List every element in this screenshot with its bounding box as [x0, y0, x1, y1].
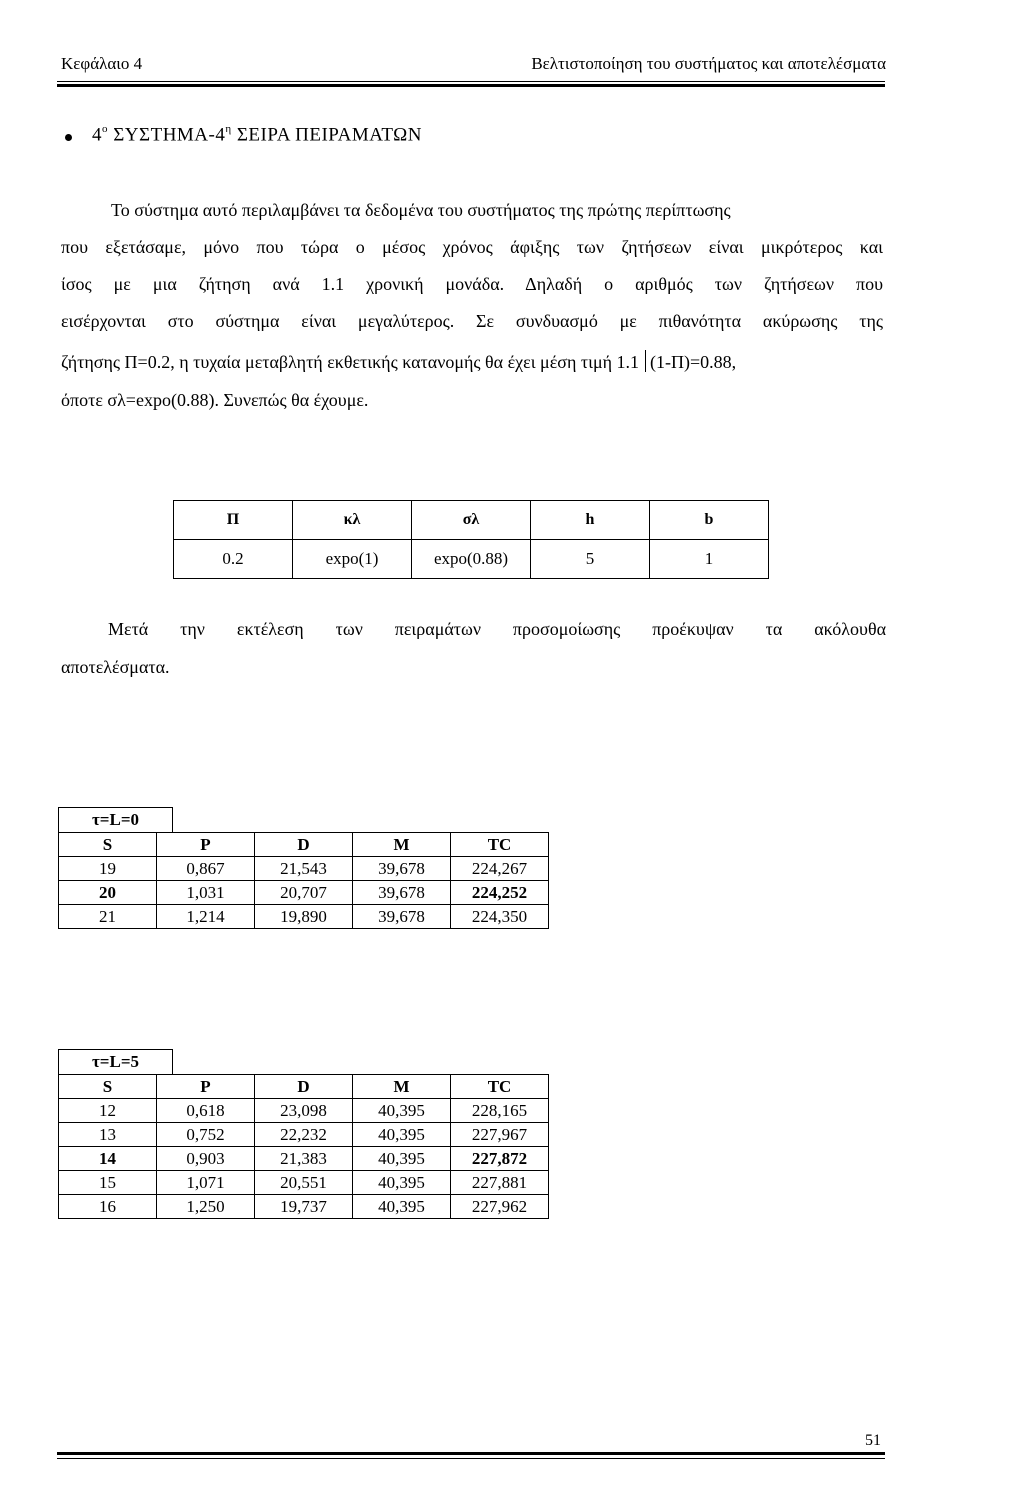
- paragraph-line: που εξετάσαμε, μόνο που τώρα ο μέσος χρόνος άφιξης των ζητήσεων είναι μικρότερος και: [61, 237, 883, 257]
- chapter-label: Κεφάλαιο 4: [61, 54, 143, 73]
- table-cell: 0.2: [174, 540, 293, 579]
- table-header-cell: M: [353, 1075, 451, 1099]
- table-cell: 224,267: [451, 857, 549, 881]
- table-row: [59, 1195, 549, 1219]
- table-header-cell: TC: [451, 1075, 549, 1099]
- table-row: [59, 905, 549, 929]
- bullet-icon: [65, 134, 72, 141]
- paragraph-line: εισέρχονται στο σύστημα είναι μεγαλύτερος. Σε συνδυασμό με πιθανότητα ακύρωσης της: [61, 311, 883, 331]
- table-cell: 21,383: [255, 1147, 353, 1171]
- footer-rule-thick: [57, 1452, 885, 1455]
- ordinal-superscript-2: η: [225, 123, 232, 135]
- table-cell: 40,395: [353, 1123, 451, 1147]
- table-header-row: [174, 501, 769, 540]
- table-caption: τ=L=0: [58, 807, 173, 832]
- table-cell: 16: [59, 1195, 157, 1219]
- header-rule-thick: [57, 84, 885, 87]
- table-header-cell: h: [531, 501, 650, 540]
- table-cell: 1,250: [157, 1195, 255, 1219]
- results-intro-line: αποτελέσματα.: [61, 657, 170, 677]
- table-header-row: [59, 833, 549, 857]
- parameter-table: [173, 500, 769, 579]
- table-cell: 0,752: [157, 1123, 255, 1147]
- table-header-cell: P: [157, 833, 255, 857]
- table-cell: 20,551: [255, 1171, 353, 1195]
- paragraph-line: ίσος με μια ζήτηση ανά 1.1 χρονική μονάδα. Δηλαδή ο αριθμός των ζητήσεων που: [61, 274, 883, 294]
- table-row: [59, 1123, 549, 1147]
- paragraph-line-text: ζήτησης Π=0.2, η τυχαία μεταβλητή εκθετικής κατανομής θα έχει μέση τιμή 1.1: [61, 352, 640, 372]
- table-row: [59, 1171, 549, 1195]
- section-title-part-1: ΣΥΣΤΗΜΑ-4: [108, 124, 226, 146]
- table-row-optimal: [59, 1147, 549, 1171]
- header-rule-thin: [57, 81, 885, 82]
- divider-bar: [645, 350, 646, 372]
- table-cell: 20,707: [255, 881, 353, 905]
- table-cell: 19,737: [255, 1195, 353, 1219]
- table-cell: 23,098: [255, 1099, 353, 1123]
- table-cell: 227,967: [451, 1123, 549, 1147]
- results-intro-line: Μετά την εκτέλεση των πειραμάτων προσομοίωσης προέκυψαν τα ακόλουθα: [108, 619, 886, 639]
- table-caption: τ=L=5: [58, 1049, 173, 1074]
- table-cell: 0,867: [157, 857, 255, 881]
- table-cell: 227,872: [451, 1147, 549, 1171]
- table-header-row: [59, 1075, 549, 1099]
- table-row: [174, 540, 769, 579]
- table-cell: 14: [59, 1147, 157, 1171]
- table-header-cell: Π: [174, 501, 293, 540]
- table-header-cell: D: [255, 833, 353, 857]
- chapter-title: Βελτιστοποίηση του συστήματος και αποτελέσματα: [531, 54, 886, 73]
- table-cell: 21: [59, 905, 157, 929]
- table-cell: 39,678: [353, 905, 451, 929]
- table-cell: 39,678: [353, 881, 451, 905]
- table-header-cell: b: [650, 501, 769, 540]
- table-cell: 227,962: [451, 1195, 549, 1219]
- table-row-optimal: [59, 881, 549, 905]
- table-cell: 0,903: [157, 1147, 255, 1171]
- table-cell: 19,890: [255, 905, 353, 929]
- table-cell: 20: [59, 881, 157, 905]
- table-cell: 40,395: [353, 1171, 451, 1195]
- table-header-cell: P: [157, 1075, 255, 1099]
- results-table-1: [58, 832, 549, 929]
- paragraph-line: όποτε σλ=expo(0.88). Συνεπώς θα έχουμε.: [61, 390, 369, 410]
- table-header-cell: S: [59, 1075, 157, 1099]
- table-header-cell: σλ: [412, 501, 531, 540]
- table-cell: 13: [59, 1123, 157, 1147]
- page-number: 51: [865, 1432, 881, 1449]
- paragraph-line-text: (1-Π)=0.88,: [650, 352, 737, 372]
- ordinal-superscript: ο: [102, 123, 108, 135]
- table-cell: 22,232: [255, 1123, 353, 1147]
- table-cell: 1,214: [157, 905, 255, 929]
- footer-rule-thin: [57, 1458, 885, 1459]
- table-cell: 5: [531, 540, 650, 579]
- section-number: 4: [92, 124, 102, 146]
- table-cell: 19: [59, 857, 157, 881]
- table-cell: 40,395: [353, 1147, 451, 1171]
- table-cell: 1: [650, 540, 769, 579]
- table-row: [59, 1099, 549, 1123]
- table-header-cell: D: [255, 1075, 353, 1099]
- table-cell: 40,395: [353, 1099, 451, 1123]
- table-header-cell: κλ: [293, 501, 412, 540]
- table-header-cell: TC: [451, 833, 549, 857]
- table-cell: 1,071: [157, 1171, 255, 1195]
- table-header-cell: S: [59, 833, 157, 857]
- table-cell: 224,350: [451, 905, 549, 929]
- section-heading: [92, 124, 422, 146]
- table-row: [59, 857, 549, 881]
- table-cell: 227,881: [451, 1171, 549, 1195]
- table-cell: 224,252: [451, 881, 549, 905]
- table-cell: 40,395: [353, 1195, 451, 1219]
- table-cell: 12: [59, 1099, 157, 1123]
- table-cell: 1,031: [157, 881, 255, 905]
- table-cell: 0,618: [157, 1099, 255, 1123]
- section-title-part-2: ΣΕΙΡΑ ΠΕΙΡΑΜΑΤΩΝ: [231, 124, 422, 146]
- table-cell: expo(1): [293, 540, 412, 579]
- table-header-cell: M: [353, 833, 451, 857]
- paragraph-line: [61, 350, 736, 373]
- table-cell: 228,165: [451, 1099, 549, 1123]
- table-cell: 15: [59, 1171, 157, 1195]
- table-cell: 39,678: [353, 857, 451, 881]
- table-cell: 21,543: [255, 857, 353, 881]
- results-table-2: [58, 1074, 549, 1219]
- paragraph-line: Το σύστημα αυτό περιλαμβάνει τα δεδομένα του συστήματος της πρώτης περίπτωσης: [111, 200, 731, 220]
- table-cell: expo(0.88): [412, 540, 531, 579]
